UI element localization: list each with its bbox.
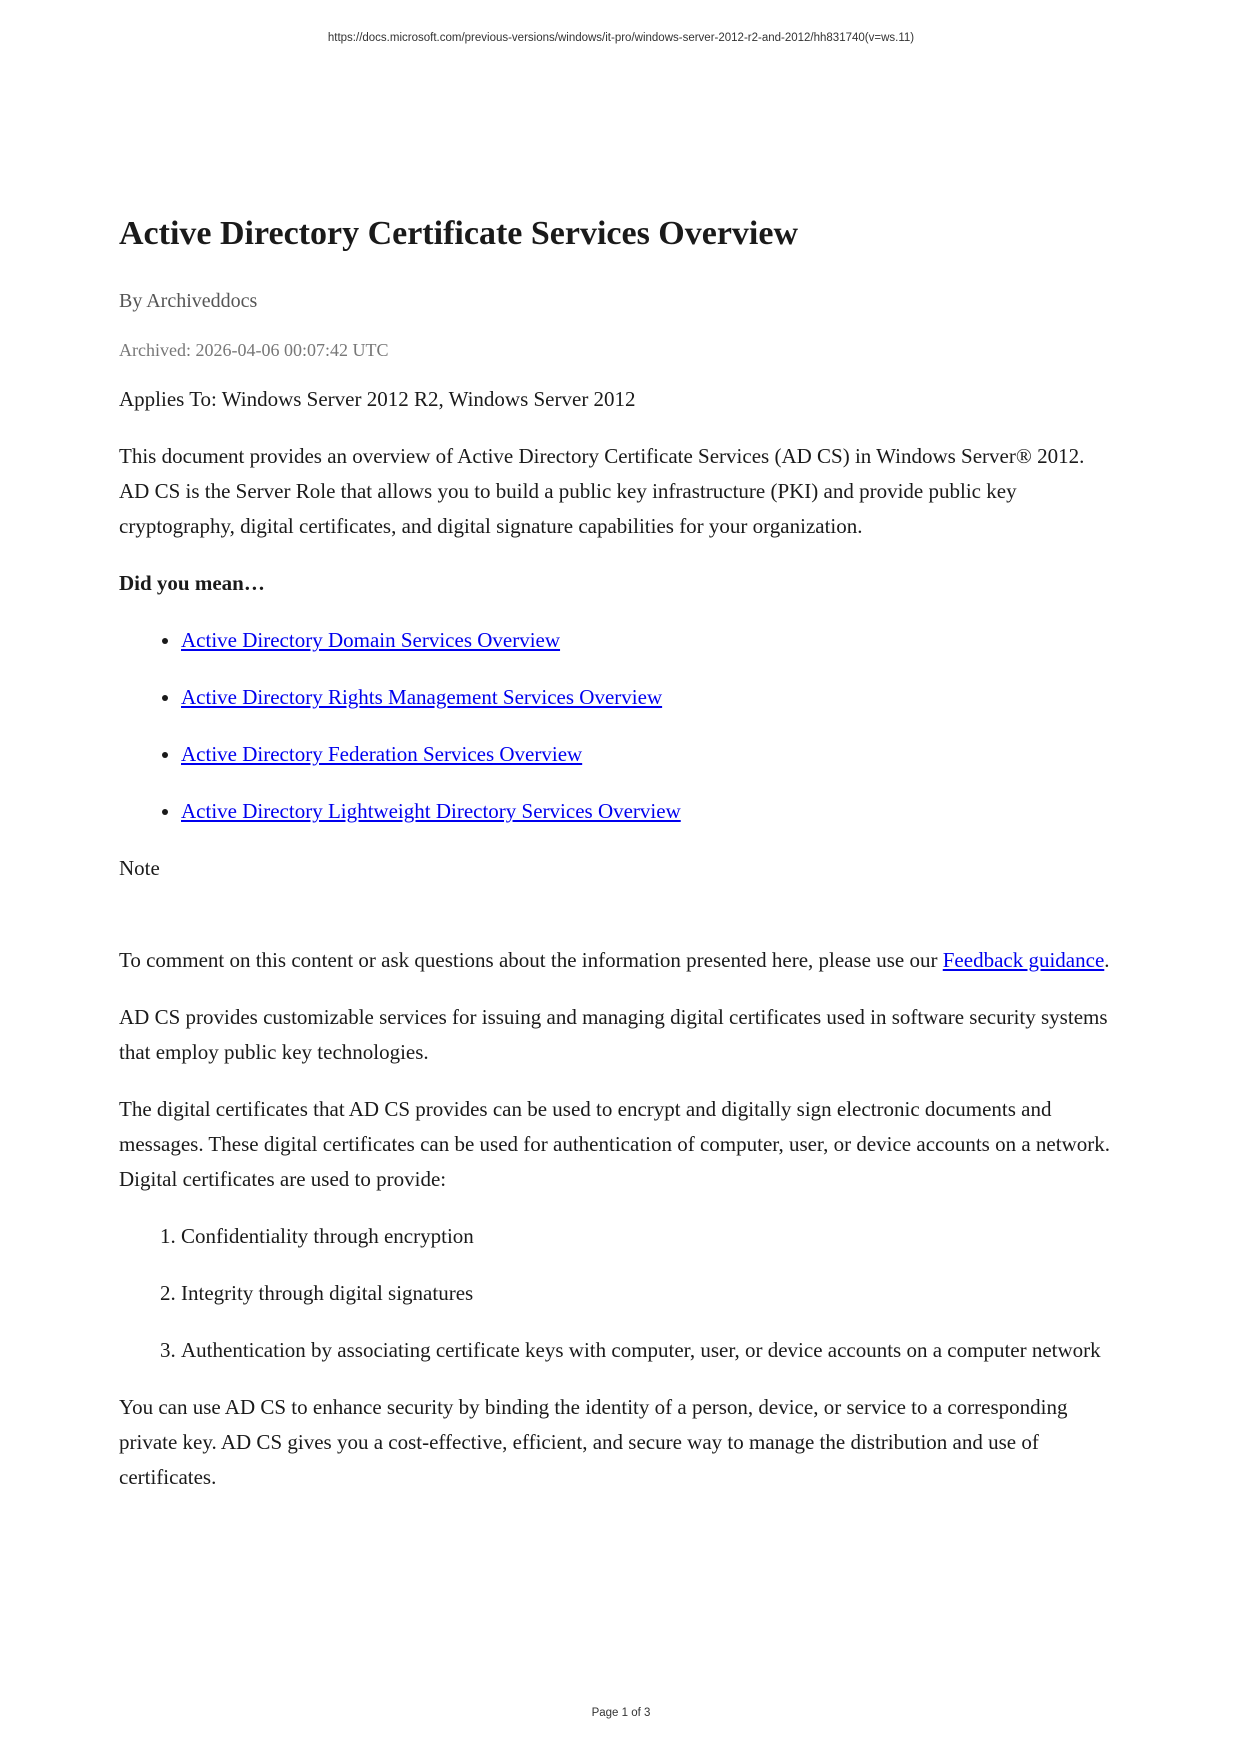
link-ad-ds-overview[interactable]: Active Directory Domain Services Overview <box>181 628 561 652</box>
did-you-mean-heading <box>119 566 1114 601</box>
paragraph-security: You can use AD CS to enhance security by binding the identity of a person, device, or service to a corresponding private key. AD CS gives you a cost-effective, efficient, and secure way to manage the distribution and use of certificates. <box>119 1395 1068 1489</box>
did-you-mean-label: Did you mean… <box>119 571 265 595</box>
comment-end: . <box>1104 948 1110 972</box>
list-item <box>181 680 1114 715</box>
archived-timestamp: Archived: 2026-04-06 00:07:42 UTC <box>119 340 389 360</box>
list-item <box>181 737 1114 772</box>
note-label: Note <box>119 856 160 880</box>
paragraph-certificates: The digital certificates that AD CS provides can be used to encrypt and digitally sign electronic documents and messages. These digital certificates can be used for authentication of computer, user, or device accounts on a network. Digital certificates are used to provide: <box>119 1097 1110 1191</box>
feedback-guidance-link[interactable]: Feedback guidance <box>942 948 1105 972</box>
applies-to: Applies To: Windows Server 2012 R2, Windows Server 2012 <box>119 387 636 411</box>
page-url: https://docs.microsoft.com/previous-versions/windows/it-pro/windows-server-2012-r2-and-2012/hh831740(v=ws.11) <box>327 32 915 44</box>
link-ad-rms-overview[interactable]: Active Directory Rights Management Services Overview <box>181 685 663 709</box>
list-item: 2. Integrity through digital signatures <box>181 1276 1114 1311</box>
page-title: Active Directory Certificate Services Overview <box>119 215 799 252</box>
related-links-list <box>119 623 1114 829</box>
byline: By Archiveddocs <box>119 290 258 312</box>
uses-list <box>119 1219 1114 1368</box>
list-item <box>181 794 1114 829</box>
link-ad-fs-overview[interactable]: Active Directory Federation Services Overview <box>181 742 583 766</box>
list-item: 3. Authentication by associating certificate keys with computer, user, or device accounts on a computer network <box>181 1333 1114 1368</box>
link-ad-lds-overview[interactable]: Active Directory Lightweight Directory Services Overview <box>181 799 681 823</box>
comment-text: To comment on this content or ask questions about the information presented here, please use our <box>119 948 943 972</box>
page-number: Page 1 of 3 <box>591 1707 651 1719</box>
list-item: 1. Confidentiality through encryption <box>181 1219 1114 1254</box>
list-item <box>181 623 1114 658</box>
document-body <box>119 212 1114 1517</box>
paragraph-services: AD CS provides customizable services for issuing and managing digital certificates used in software security systems that employ public key technologies. <box>119 1005 1108 1064</box>
intro-paragraph: This document provides an overview of Active Directory Certificate Services (AD CS) in Windows Server® 2012. AD CS is the Server Role that allows you to build a public key infrastructure (PKI) and provide public key cryptography, digital certificates, and digital signature capabilities for your organization. <box>119 444 1085 538</box>
comment-paragraph <box>119 943 1114 978</box>
